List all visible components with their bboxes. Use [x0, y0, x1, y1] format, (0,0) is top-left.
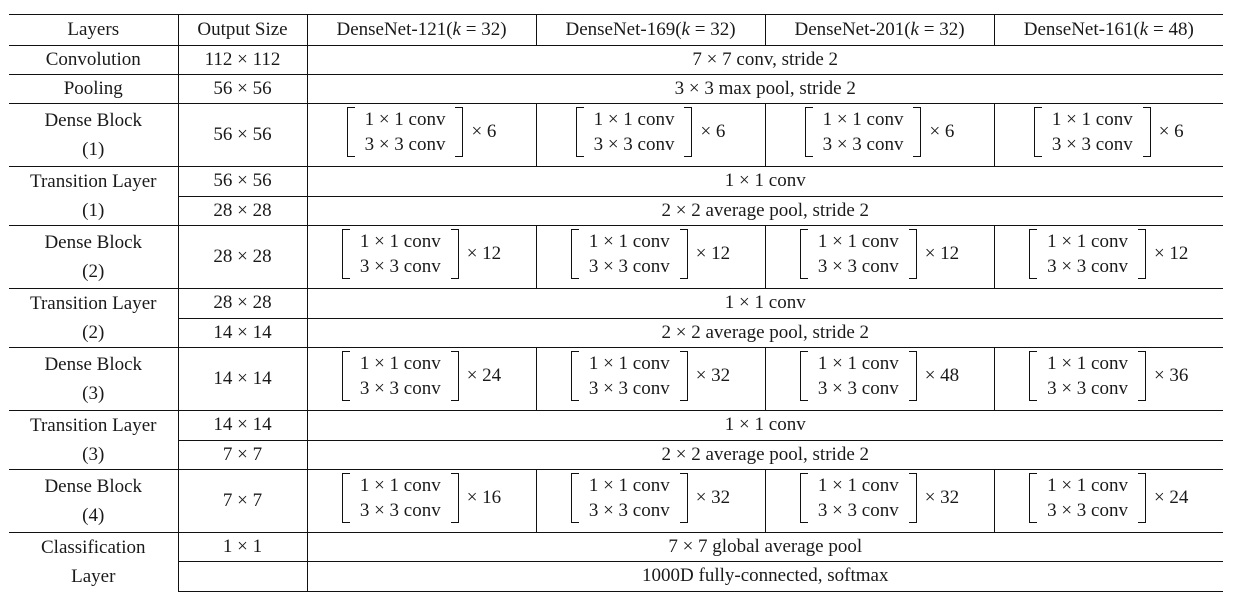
conv-rows — [589, 473, 670, 523]
conv-rows — [594, 107, 675, 157]
block-spec-cell — [536, 226, 765, 289]
conv-rows — [360, 351, 441, 401]
repeat-count: × 36 — [1153, 365, 1189, 386]
layer-spec: 1 × 1 conv — [307, 289, 1223, 319]
conv-row-1x1: 1 × 1 conv — [359, 475, 441, 496]
conv-block — [342, 470, 501, 526]
conv-row-1x1: 1 × 1 conv — [1047, 353, 1128, 374]
transition-layer-1-pool-row — [9, 196, 1223, 226]
transition-layer-2-pool-row — [9, 318, 1223, 348]
repeat-count: × 12 — [1153, 243, 1189, 264]
bracket-matrix — [800, 229, 917, 279]
layer-spec: 7 × 7 global average pool — [307, 533, 1223, 562]
conv-row-1x1: 1 × 1 conv — [588, 475, 670, 496]
output-size: 1 × 1 — [178, 533, 307, 562]
layer-name: Dense Block (3) — [9, 348, 178, 411]
layer-name: Pooling — [9, 75, 178, 104]
left-bracket — [800, 351, 808, 401]
layer-name: Transition Layer (3) — [9, 411, 178, 470]
conv-row-3x3: 3 × 3 conv — [1051, 134, 1133, 155]
left-bracket — [571, 229, 579, 279]
conv-block — [571, 470, 730, 526]
layer-name: Dense Block (1) — [9, 104, 178, 167]
conv-row-3x3: 3 × 3 conv — [822, 134, 904, 155]
left-bracket — [571, 473, 579, 523]
transition-layer-1-row — [9, 167, 1223, 197]
conv-rows — [360, 229, 441, 279]
bracket-matrix — [1029, 473, 1146, 523]
conv-rows — [1047, 351, 1128, 401]
output-size: 14 × 14 — [178, 411, 307, 441]
repeat-count: × 24 — [466, 365, 502, 386]
bracket-matrix — [571, 473, 688, 523]
bracket-matrix — [342, 229, 459, 279]
transition-layer-3-pool-row — [9, 440, 1223, 470]
output-size: 14 × 14 — [178, 318, 307, 348]
repeat-count: × 6 — [700, 121, 726, 142]
left-bracket — [800, 473, 808, 523]
conv-block — [342, 348, 501, 404]
left-bracket — [342, 351, 350, 401]
conv-row-3x3: 3 × 3 conv — [359, 256, 441, 277]
conv-block — [1029, 470, 1188, 526]
conv-row-1x1: 1 × 1 conv — [588, 353, 670, 374]
block-spec-cell — [994, 104, 1223, 167]
block-spec-cell — [994, 348, 1223, 411]
dense-block-4-row — [9, 470, 1223, 533]
conv-rows — [823, 107, 904, 157]
block-spec-cell — [307, 470, 536, 533]
conv-row-3x3: 3 × 3 conv — [588, 378, 670, 399]
left-bracket — [571, 351, 579, 401]
output-size: 7 × 7 — [178, 440, 307, 470]
repeat-count: × 32 — [695, 365, 731, 386]
conv-row-1x1: 1 × 1 conv — [817, 231, 899, 252]
layer-name: Classification Layer — [9, 533, 178, 592]
bracket-matrix — [1029, 229, 1146, 279]
left-bracket — [1029, 473, 1037, 523]
right-bracket — [451, 351, 459, 401]
conv-block — [1029, 348, 1188, 404]
right-bracket — [680, 229, 688, 279]
right-bracket — [909, 473, 917, 523]
classification-layer-row — [9, 533, 1223, 562]
bracket-matrix — [342, 473, 459, 523]
output-size: 28 × 28 — [178, 226, 307, 289]
conv-row-3x3: 3 × 3 conv — [1047, 378, 1128, 399]
conv-row-1x1: 1 × 1 conv — [817, 475, 899, 496]
right-bracket — [1138, 473, 1146, 523]
output-size: 56 × 56 — [178, 104, 307, 167]
output-size: 56 × 56 — [178, 167, 307, 197]
left-bracket — [800, 229, 808, 279]
transition-layer-2-row — [9, 289, 1223, 319]
block-spec-cell — [536, 348, 765, 411]
bracket-matrix — [347, 107, 464, 157]
output-size: 28 × 28 — [178, 289, 307, 319]
output-size: 28 × 28 — [178, 196, 307, 226]
dense-block-2-row — [9, 226, 1223, 289]
left-bracket — [1029, 229, 1037, 279]
right-bracket — [913, 107, 921, 157]
left-bracket — [576, 107, 584, 157]
right-bracket — [1143, 107, 1151, 157]
right-bracket — [909, 351, 917, 401]
right-bracket — [680, 351, 688, 401]
conv-rows — [818, 229, 899, 279]
bracket-matrix — [805, 107, 922, 157]
left-bracket — [347, 107, 355, 157]
header-densenet-161: DenseNet-161(k = 48) — [994, 15, 1223, 46]
right-bracket — [684, 107, 692, 157]
left-bracket — [342, 229, 350, 279]
header-row — [9, 15, 1223, 46]
layer-name: Convolution — [9, 46, 178, 75]
block-spec-cell — [994, 470, 1223, 533]
bracket-matrix — [342, 351, 459, 401]
bracket-matrix — [1034, 107, 1151, 157]
repeat-count: × 32 — [924, 487, 960, 508]
conv-row-3x3: 3 × 3 conv — [588, 256, 670, 277]
repeat-count: × 32 — [695, 487, 731, 508]
left-bracket — [805, 107, 813, 157]
layer-spec: 7 × 7 conv, stride 2 — [692, 49, 839, 70]
header-layers: Layers — [9, 15, 178, 46]
conv-row-1x1: 1 × 1 conv — [364, 109, 446, 130]
conv-rows — [1052, 107, 1133, 157]
conv-row-1x1: 1 × 1 conv — [359, 353, 441, 374]
conv-row-3x3: 3 × 3 conv — [1047, 256, 1128, 277]
right-bracket — [909, 229, 917, 279]
conv-block — [800, 348, 959, 404]
conv-row-3x3: 3 × 3 conv — [1047, 500, 1128, 521]
conv-row-3x3: 3 × 3 conv — [364, 134, 446, 155]
conv-rows — [365, 107, 446, 157]
classification-fc-row — [9, 562, 1223, 591]
bracket-matrix — [571, 229, 688, 279]
layer-spec: 1 × 1 conv — [307, 167, 1223, 197]
conv-block — [571, 226, 730, 282]
layer-spec: 3 × 3 max pool, stride 2 — [307, 75, 1223, 104]
conv-rows — [589, 351, 670, 401]
right-bracket — [680, 473, 688, 523]
bracket-matrix — [576, 107, 693, 157]
conv-block — [347, 104, 497, 160]
conv-row-3x3: 3 × 3 conv — [593, 134, 675, 155]
conv-row-3x3: 3 × 3 conv — [588, 500, 670, 521]
block-spec-cell — [765, 470, 994, 533]
conv-row-1x1: 1 × 1 conv — [1051, 109, 1133, 130]
layer-spec: 2 × 2 average pool, stride 2 — [307, 196, 1223, 226]
conv-row-1x1: 1 × 1 conv — [593, 109, 675, 130]
repeat-count: × 48 — [924, 365, 960, 386]
conv-row-3x3: 3 × 3 conv — [817, 378, 899, 399]
repeat-count: × 6 — [929, 121, 955, 142]
transition-layer-3-row — [9, 411, 1223, 441]
layer-name: Transition Layer (2) — [9, 289, 178, 348]
repeat-count: × 6 — [471, 121, 497, 142]
convolution-row — [9, 46, 1223, 75]
right-bracket — [1138, 351, 1146, 401]
conv-row-3x3: 3 × 3 conv — [359, 500, 441, 521]
output-size — [178, 562, 307, 591]
output-size: 112 × 112 — [178, 46, 307, 75]
block-spec-cell — [765, 104, 994, 167]
conv-rows — [818, 351, 899, 401]
conv-block — [576, 104, 726, 160]
bracket-matrix — [571, 351, 688, 401]
right-bracket — [455, 107, 463, 157]
conv-row-3x3: 3 × 3 conv — [817, 500, 899, 521]
block-spec-cell — [765, 348, 994, 411]
right-bracket — [451, 229, 459, 279]
pooling-row — [9, 75, 1223, 104]
layer-spec: 1 × 1 conv — [307, 411, 1223, 441]
architecture-table — [9, 14, 1223, 592]
conv-row-1x1: 1 × 1 conv — [1047, 231, 1128, 252]
left-bracket — [1029, 351, 1037, 401]
conv-row-1x1: 1 × 1 conv — [817, 353, 899, 374]
bracket-matrix — [800, 473, 917, 523]
conv-rows — [360, 473, 441, 523]
left-bracket — [1034, 107, 1042, 157]
conv-row-3x3: 3 × 3 conv — [359, 378, 441, 399]
dense-block-1-row — [9, 104, 1223, 167]
block-spec-cell — [307, 348, 536, 411]
right-bracket — [451, 473, 459, 523]
block-spec-cell — [994, 226, 1223, 289]
bracket-matrix — [800, 351, 917, 401]
dense-block-3-row — [9, 348, 1223, 411]
layer-spec: 2 × 2 average pool, stride 2 — [307, 440, 1223, 470]
output-size: 7 × 7 — [178, 470, 307, 533]
block-spec-cell — [765, 226, 994, 289]
conv-block — [1029, 226, 1188, 282]
layer-name: Dense Block (4) — [9, 470, 178, 533]
conv-row-1x1: 1 × 1 conv — [1047, 475, 1128, 496]
conv-row-1x1: 1 × 1 conv — [588, 231, 670, 252]
repeat-count: × 12 — [695, 243, 731, 264]
conv-block — [805, 104, 955, 160]
repeat-count: × 12 — [924, 243, 960, 264]
header-output-size: Output Size — [178, 15, 307, 46]
conv-rows — [589, 229, 670, 279]
conv-row-3x3: 3 × 3 conv — [817, 256, 899, 277]
block-spec-cell — [307, 104, 536, 167]
conv-row-1x1: 1 × 1 conv — [359, 231, 441, 252]
conv-block — [342, 226, 501, 282]
conv-rows — [818, 473, 899, 523]
output-size: 56 × 56 — [178, 75, 307, 104]
layer-spec: 2 × 2 average pool, stride 2 — [307, 318, 1223, 348]
bracket-matrix — [1029, 351, 1146, 401]
repeat-count: × 16 — [466, 487, 502, 508]
repeat-count: × 24 — [1153, 487, 1189, 508]
header-densenet-169: DenseNet-169(k = 32) — [536, 15, 765, 46]
densenet-architecture-table — [9, 14, 1223, 592]
conv-block — [800, 470, 959, 526]
right-bracket — [1138, 229, 1146, 279]
conv-rows — [1047, 473, 1128, 523]
output-size: 14 × 14 — [178, 348, 307, 411]
block-spec-cell — [307, 226, 536, 289]
layer-spec: 1000D fully-connected, softmax — [307, 562, 1223, 591]
header-densenet-201: DenseNet-201(k = 32) — [765, 15, 994, 46]
block-spec-cell — [536, 104, 765, 167]
conv-block — [571, 348, 730, 404]
repeat-count: × 6 — [1158, 121, 1184, 142]
conv-row-1x1: 1 × 1 conv — [822, 109, 904, 130]
layer-name: Transition Layer (1) — [9, 167, 178, 226]
header-densenet-121: DenseNet-121(k = 32) — [307, 15, 536, 46]
layer-name: Dense Block (2) — [9, 226, 178, 289]
conv-block — [800, 226, 959, 282]
repeat-count: × 12 — [466, 243, 502, 264]
conv-block — [1034, 104, 1184, 160]
left-bracket — [342, 473, 350, 523]
block-spec-cell — [536, 470, 765, 533]
conv-rows — [1047, 229, 1128, 279]
